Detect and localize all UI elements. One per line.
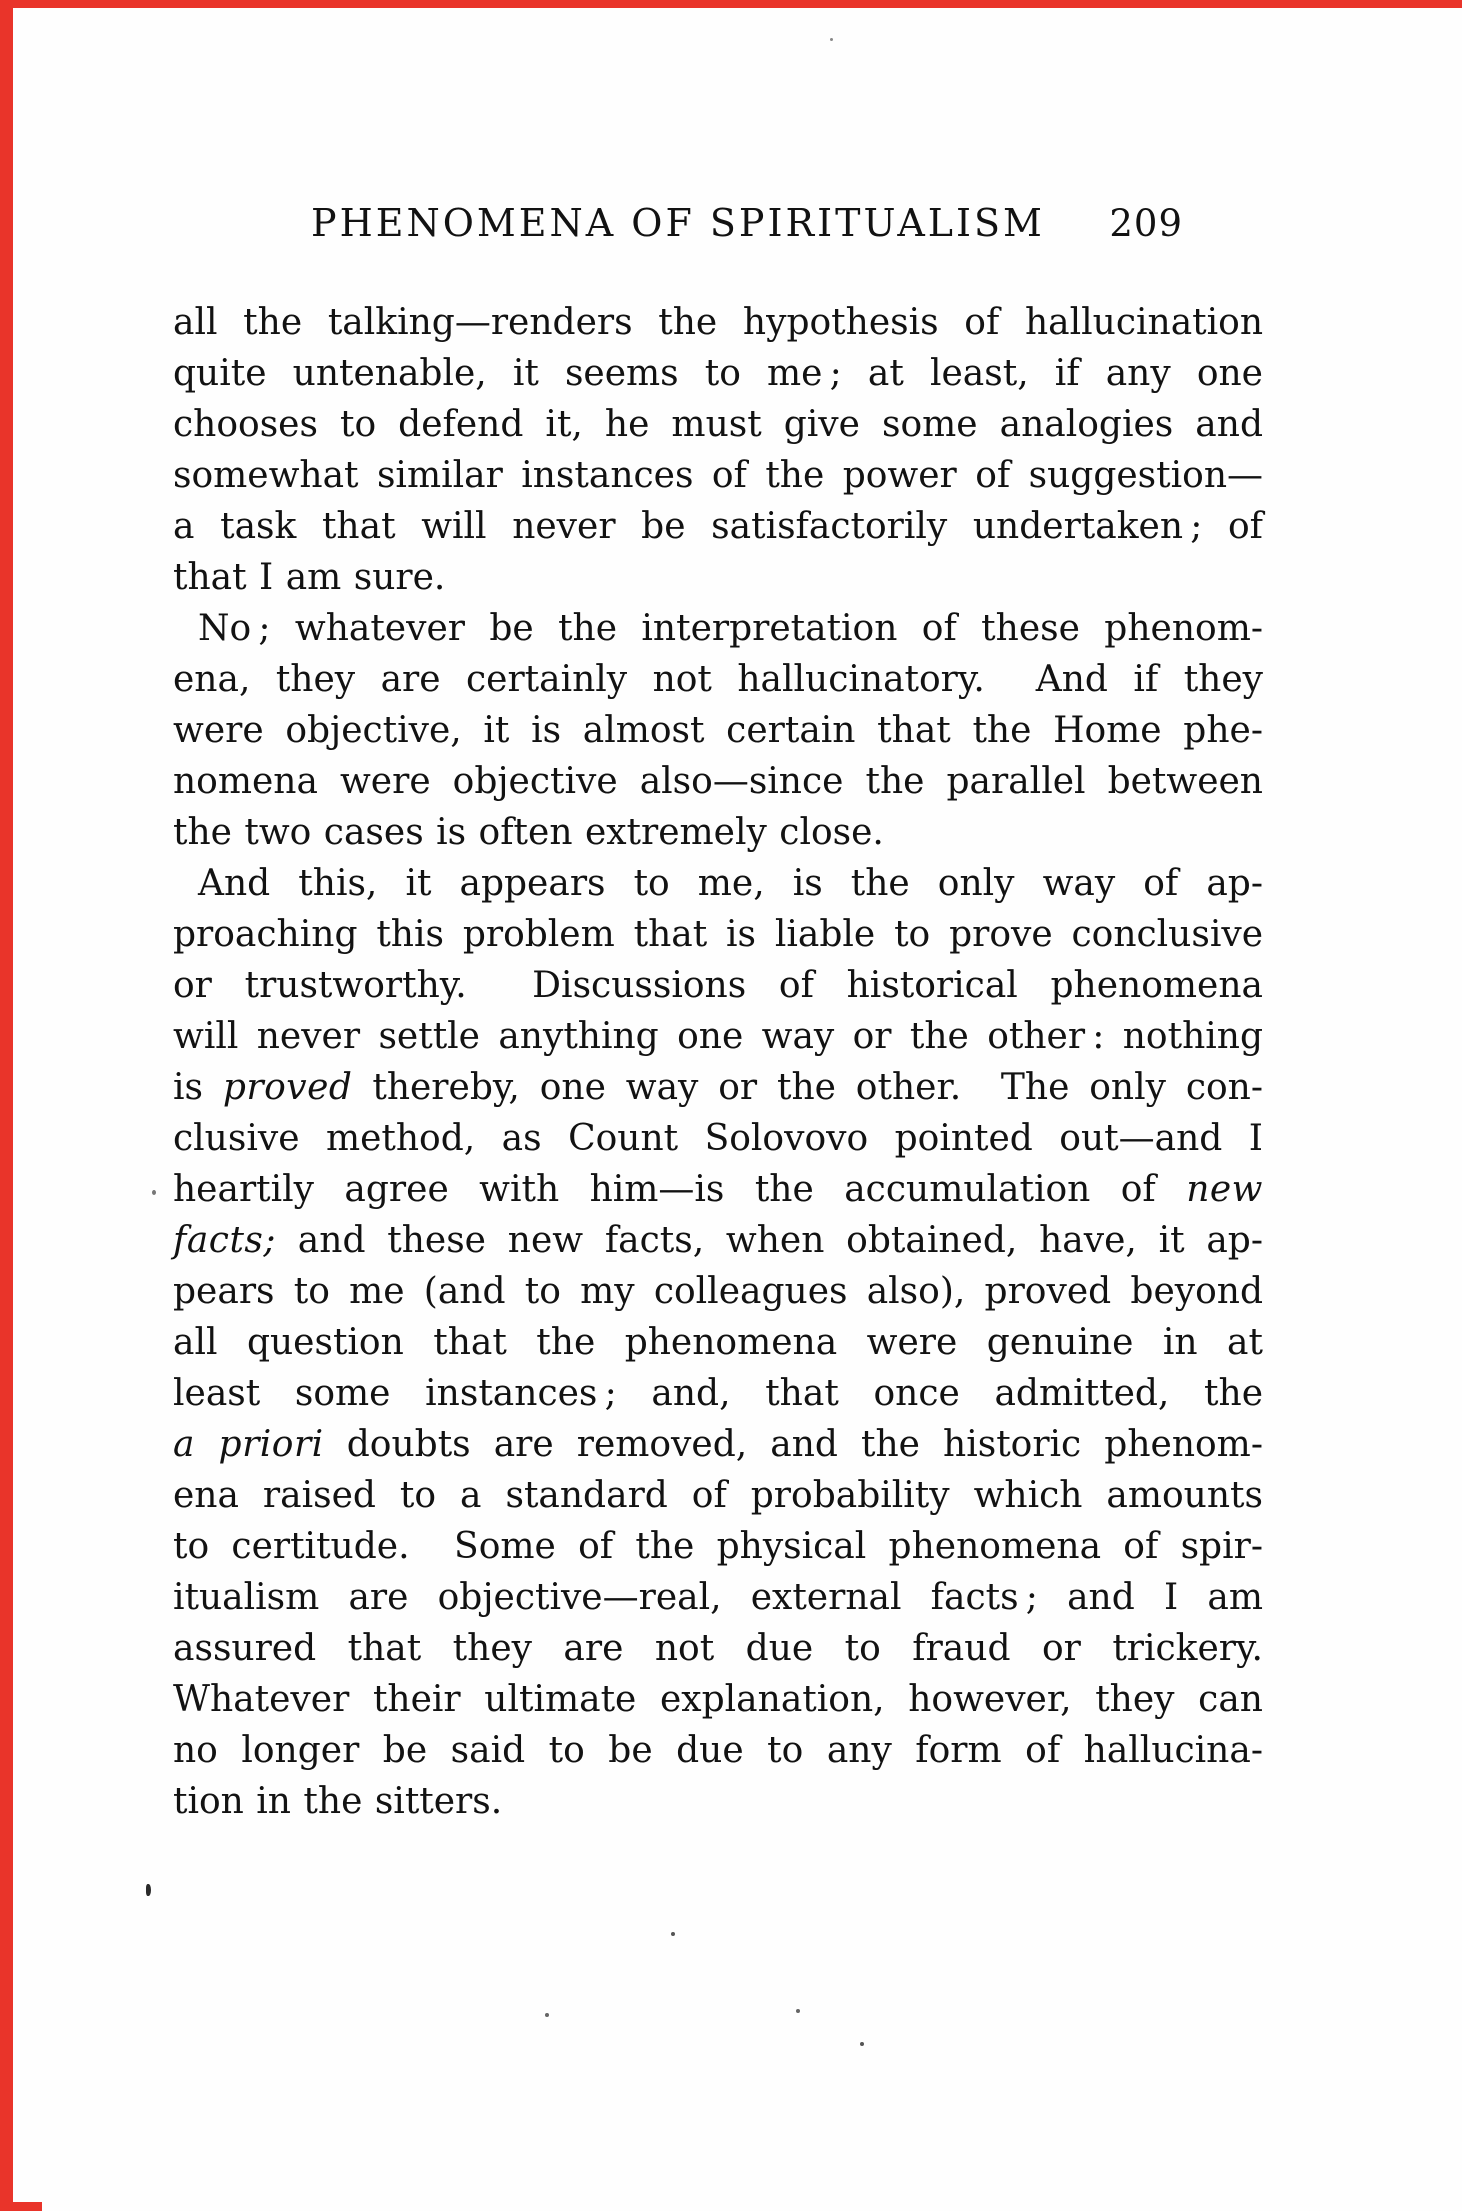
page-number: 209 xyxy=(1109,202,1183,245)
body-text xyxy=(173,297,1263,1827)
text-line: Whatever their ultimate explanation, however, they can xyxy=(173,1679,1263,1720)
text-line: ena, they are certainly not hallucinatory. And if they xyxy=(173,659,1263,700)
text-line: And this, it appears to me, is the only way of ap- xyxy=(198,863,1263,904)
text-line: No ; whatever be the interpretation of these phenom- xyxy=(198,608,1263,649)
paragraph xyxy=(173,297,1263,603)
text-line: all the talking—renders the hypothesis of hallucination xyxy=(173,302,1263,343)
text-line: nomena were objective also—since the parallel between xyxy=(173,761,1263,802)
scan-edge-top xyxy=(0,0,1462,8)
scan-speck xyxy=(152,1190,156,1195)
text-line: or trustworthy. Discussions of historical phenomena xyxy=(173,965,1263,1006)
text-line: facts; and these new facts, when obtained, have, it ap- xyxy=(173,1220,1263,1261)
text-line: assured that they are not due to fraud or trickery. xyxy=(173,1628,1263,1669)
text-line: proaching this problem that is liable to prove conclusive xyxy=(173,914,1263,955)
page-title: PHENOMENA OF SPIRITUALISM xyxy=(311,201,1045,245)
text-line: quite untenable, it seems to me ; at least, if any one xyxy=(173,353,1263,394)
scan-speck xyxy=(545,2013,549,2017)
text-line: is proved thereby, one way or the other. The only con- xyxy=(173,1067,1263,1108)
text-line: a task that will never be satisfactorily undertaken ; of xyxy=(173,506,1263,547)
text-line: that I am sure. xyxy=(173,557,446,598)
running-header xyxy=(173,201,1263,253)
text-line: least some instances ; and, that once admitted, the xyxy=(173,1373,1263,1414)
text-line: all question that the phenomena were genuine in at xyxy=(173,1322,1263,1363)
text-line: no longer be said to be due to any form of hallucina- xyxy=(173,1730,1263,1771)
scan-speck xyxy=(860,2042,864,2046)
text-line: pears to me (and to my colleagues also), proved beyond xyxy=(173,1271,1263,1312)
scan-edge-bottom-corner xyxy=(0,2202,42,2211)
scan-speck xyxy=(146,1884,151,1896)
text-line: tion in the sitters. xyxy=(173,1781,503,1822)
text-line: will never settle anything one way or the other : nothing xyxy=(173,1016,1263,1057)
text-line: the two cases is often extremely close. xyxy=(173,812,884,853)
paragraph xyxy=(173,603,1263,858)
scan-edge-left xyxy=(0,0,13,2211)
scan-speck xyxy=(830,38,833,41)
text-line: itualism are objective—real, external facts ; and I am xyxy=(173,1577,1263,1618)
paragraph xyxy=(173,858,1263,1827)
text-line: to certitude. Some of the physical phenomena of spir- xyxy=(173,1526,1263,1567)
text-line: somewhat similar instances of the power of suggestion— xyxy=(173,455,1263,496)
text-line: clusive method, as Count Solovovo pointed out—and I xyxy=(173,1118,1263,1159)
text-line: chooses to defend it, he must give some analogies and xyxy=(173,404,1263,445)
scan-speck xyxy=(796,2009,800,2013)
text-line: were objective, it is almost certain that the Home phe- xyxy=(173,710,1263,751)
text-line: a priori doubts are removed, and the historic phenom- xyxy=(173,1424,1263,1465)
text-line: heartily agree with him—is the accumulation of new xyxy=(173,1169,1263,1210)
text-line: ena raised to a standard of probability which amounts xyxy=(173,1475,1263,1516)
scan-speck xyxy=(671,1932,675,1936)
